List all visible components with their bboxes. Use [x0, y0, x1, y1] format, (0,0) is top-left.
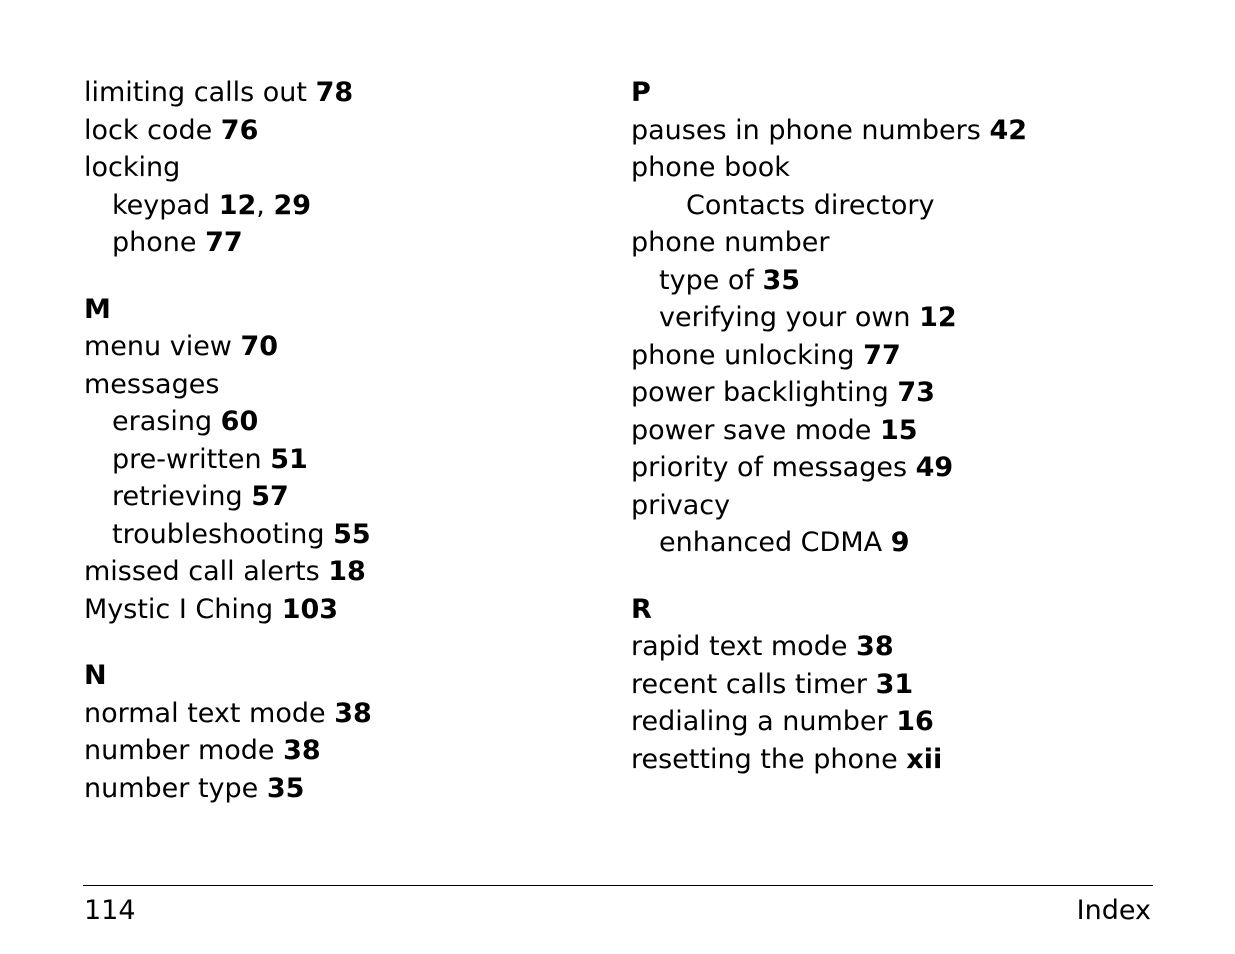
index-term: recent calls timer: [631, 668, 867, 700]
index-term: missed call alerts: [84, 556, 320, 587]
index-letter-heading: N: [84, 660, 107, 691]
index-term: limiting calls out: [84, 77, 307, 108]
index-page-ref: 70: [240, 331, 279, 362]
index-entry: [631, 337, 1151, 375]
index-entry: [84, 732, 604, 770]
index-page-ref: 103: [281, 593, 339, 625]
index-page-ref: 29: [273, 189, 312, 221]
index-term: pre-written: [112, 443, 262, 475]
index-page-ref: 42: [989, 114, 1028, 146]
index-term: type of: [659, 264, 754, 296]
index-subentry: [84, 441, 604, 479]
index-subentry: keypad 12, 29: [112, 189, 312, 221]
index-page-ref: 57: [251, 481, 289, 512]
index-page-ref: 16: [896, 706, 934, 737]
footer-rule: [83, 885, 1153, 886]
index-page-ref: 38: [283, 735, 321, 766]
index-page-ref: 78: [315, 77, 354, 108]
index-term: verifying your own: [659, 302, 911, 333]
index-letter-heading: M: [84, 293, 111, 325]
index-page-ref: 77: [205, 227, 243, 258]
index-page-ref: 77: [863, 339, 901, 371]
index-page-ref: 9: [890, 527, 910, 558]
index-term: messages: [84, 368, 220, 400]
index-entry: [84, 149, 604, 187]
index-term: phone: [112, 227, 197, 258]
index-page-ref: 76: [220, 114, 259, 146]
index-entry: [84, 553, 604, 591]
index-page-ref: 55: [333, 518, 371, 550]
index-entry: [631, 412, 1151, 450]
footer-page-number: 114: [84, 895, 136, 926]
index-subentry: [631, 524, 1151, 562]
index-subentry: [631, 299, 1151, 337]
index-entry: [84, 770, 604, 808]
index-entry: [84, 591, 604, 629]
index-page-ref: 38: [334, 697, 372, 729]
index-letter-heading: R: [631, 593, 652, 625]
index-term: number mode: [84, 735, 275, 766]
index-page-ref: 35: [762, 264, 801, 296]
index-subentry: [84, 403, 604, 441]
index-entry: [631, 112, 1151, 150]
index-term: power save mode: [631, 414, 872, 446]
index-entry: [84, 112, 604, 150]
index-entry: [631, 703, 1151, 741]
index-entry: [631, 741, 1151, 779]
index-entry: [631, 374, 1151, 412]
index-term: Contacts directory: [686, 189, 935, 221]
index-subentry: [631, 187, 1151, 225]
index-page-ref: 73: [897, 377, 935, 408]
index-page-ref: 12: [919, 302, 957, 333]
letter-gap: [84, 262, 604, 291]
index-term: menu view: [84, 331, 232, 362]
footer-section-title: Index: [1076, 895, 1151, 926]
index-subentry: [84, 224, 604, 262]
index-entry: [631, 628, 1151, 666]
index-column-right: [631, 74, 1151, 778]
index-entry: [84, 366, 604, 404]
index-term: privacy: [631, 489, 731, 521]
index-page-ref: 31: [875, 668, 914, 700]
index-term: phone unlocking: [631, 339, 855, 371]
index-entry: [84, 695, 604, 733]
index-subentry: [84, 478, 604, 516]
index-term: Mystic I Ching: [84, 593, 274, 625]
index-term: priority of messages: [631, 452, 908, 483]
index-entry: [631, 149, 1151, 187]
index-term: redialing a number: [631, 706, 888, 737]
index-page-ref: xii: [906, 743, 943, 775]
index-page-ref: 35: [266, 772, 305, 804]
letter-gap: [84, 628, 604, 657]
index-letter-heading: P: [631, 77, 651, 108]
index-term: enhanced CDMA: [659, 527, 883, 558]
index-entry: [631, 224, 1151, 262]
index-entry: [84, 74, 604, 112]
index-entry: [631, 487, 1151, 525]
index-entry: [84, 328, 604, 366]
letter-gap: [631, 562, 1151, 591]
index-entry: [631, 449, 1151, 487]
index-term: lock code: [84, 114, 213, 146]
index-page-ref: 12: [218, 189, 257, 221]
index-term: rapid text mode: [631, 631, 848, 662]
index-term: troubleshooting: [112, 518, 325, 550]
index-page-ref: 38: [856, 631, 894, 662]
index-page-ref: 51: [270, 443, 308, 475]
index-term: number type: [84, 772, 259, 804]
index-term: retrieving: [112, 481, 243, 512]
index-page-ref: 18: [328, 556, 366, 587]
index-term: phone number: [631, 227, 830, 258]
index-term: power backlighting: [631, 377, 889, 408]
index-column-left: [84, 74, 604, 807]
index-term: locking: [84, 152, 181, 183]
index-entry: [631, 666, 1151, 704]
index-page-ref: 49: [915, 452, 954, 483]
index-page-ref: 15: [879, 414, 918, 446]
index-subentry: [84, 516, 604, 554]
index-term: phone book: [631, 152, 790, 183]
index-subentry: [631, 262, 1151, 300]
index-term: keypad: [112, 189, 211, 221]
index-page-ref: 60: [220, 406, 259, 437]
index-term: erasing: [112, 406, 213, 437]
index-term: normal text mode: [84, 697, 326, 729]
index-term: pauses in phone numbers: [631, 114, 981, 146]
index-term: resetting the phone: [631, 743, 898, 775]
